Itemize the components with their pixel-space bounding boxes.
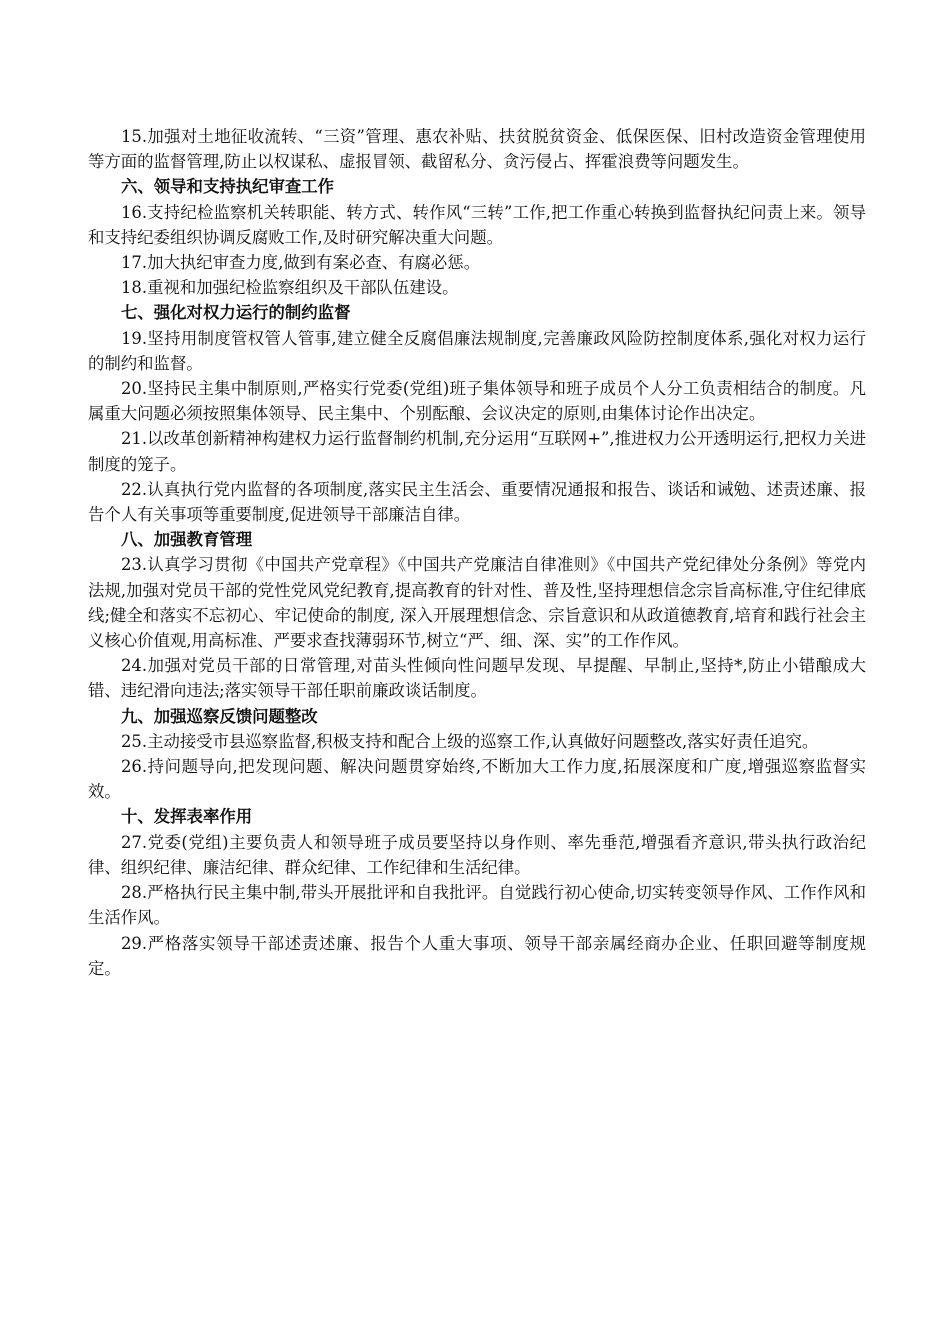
section-heading-8: 八、加强教育管理 xyxy=(121,530,253,550)
paragraph-20: 20.坚持民主集中制原则,严格实行党委(党组)班子集体领导和班子成员个人分工负责相结合的制度。凡属重大问题必须按照集体领导、民主集中、个别酝酿、会议决定的原则,由集体讨论作出决定。 xyxy=(88,379,866,424)
document-page xyxy=(88,124,866,981)
paragraph-26: 26.持问题导向,把发现问题、解决问题贯穿始终,不断加大工作力度,拓展深度和广度,增强巡察监督实效。 xyxy=(88,757,866,802)
paragraph-24: 24.加强对党员干部的日常管理,对苗头性倾向性问题早发现、早提醒、早制止,坚持*,防止小错酿成大错、违纪滑向违法;落实领导干部任职前廉政谈话制度。 xyxy=(88,656,866,701)
paragraph-21: 21.以改革创新精神构建权力运行监督制约机制,充分运用“互联网+”,推进权力公开透明运行,把权力关进制度的笼子。 xyxy=(88,429,866,474)
section-heading-10: 十、发挥表率作用 xyxy=(121,807,253,827)
paragraph-28: 28.严格执行民主集中制,带头开展批评和自我批评。自觉践行初心使命,切实转变领导作风、工作作风和生活作风。 xyxy=(88,883,866,928)
paragraph-29: 29.严格落实领导干部述责述廉、报告个人重大事项、领导干部亲属经商办企业、任职回避等制度规定。 xyxy=(88,933,866,978)
paragraph-27: 27.党委(党组)主要负责人和领导班子成员要坚持以身作则、率先垂范,增强看齐意识,带头执行政治纪律、组织纪律、廉洁纪律、群众纪律、工作纪律和生活纪律。 xyxy=(88,832,866,877)
section-heading-6: 六、领导和支持执纪审查工作 xyxy=(121,177,335,197)
paragraph-15: 15.加强对土地征收流转、“三资”管理、惠农补贴、扶贫脱贫资金、低保医保、旧村改造资金管理使用等方面的监督管理,防止以权谋私、虚报冒领、截留私分、贪污侵占、挥霍浪费等问题发生。 xyxy=(88,127,866,172)
paragraph-18: 18.重视和加强纪检监察组织及干部队伍建设。 xyxy=(121,278,459,298)
section-heading-9: 九、加强巡察反馈问题整改 xyxy=(121,706,318,726)
paragraph-25: 25.主动接受市县巡察监督,积极支持和配合上级的巡察工作,认真做好问题整改,落实好责任追究。 xyxy=(121,731,819,751)
paragraph-16: 16.支持纪检监察机关转职能、转方式、转作风“三转”工作,把工作重心转换到监督执纪问责上来。领导和支持纪委组织协调反腐败工作,及时研究解决重大问题。 xyxy=(88,202,866,247)
paragraph-23: 23.认真学习贯彻《中国共产党章程》《中国共产党廉洁自律准则》《中国共产党纪律处分条例》等党内法规,加强对党员干部的党性党风党纪教育,提高教育的针对性、普及性,坚持理想信念宗旨高标准,守住纪律底线;健全和落实不忘初心、牢记使命的制度, 深入开展理想信念、宗旨意识和从政道德教育,培育和践行社会主义核心价值观,用高标准、严要求查找薄弱环节,树立“严、细、深、实”的工作作风。 xyxy=(88,555,866,651)
paragraph-22: 22.认真执行党内监督的各项制度,落实民主生活会、重要情况通报和报告、谈话和诫勉、述责述廉、报告个人有关事项等重要制度,促进领导干部廉洁自律。 xyxy=(88,479,866,525)
section-heading-7: 七、强化对权力运行的制约监督 xyxy=(121,303,351,323)
paragraph-19: 19.坚持用制度管权管人管事,建立健全反腐倡廉法规制度,完善廉政风险防控制度体系,强化对权力运行的制约和监督。 xyxy=(88,328,866,373)
paragraph-17: 17.加大执纪审查力度,做到有案必查、有腐必惩。 xyxy=(121,253,481,273)
